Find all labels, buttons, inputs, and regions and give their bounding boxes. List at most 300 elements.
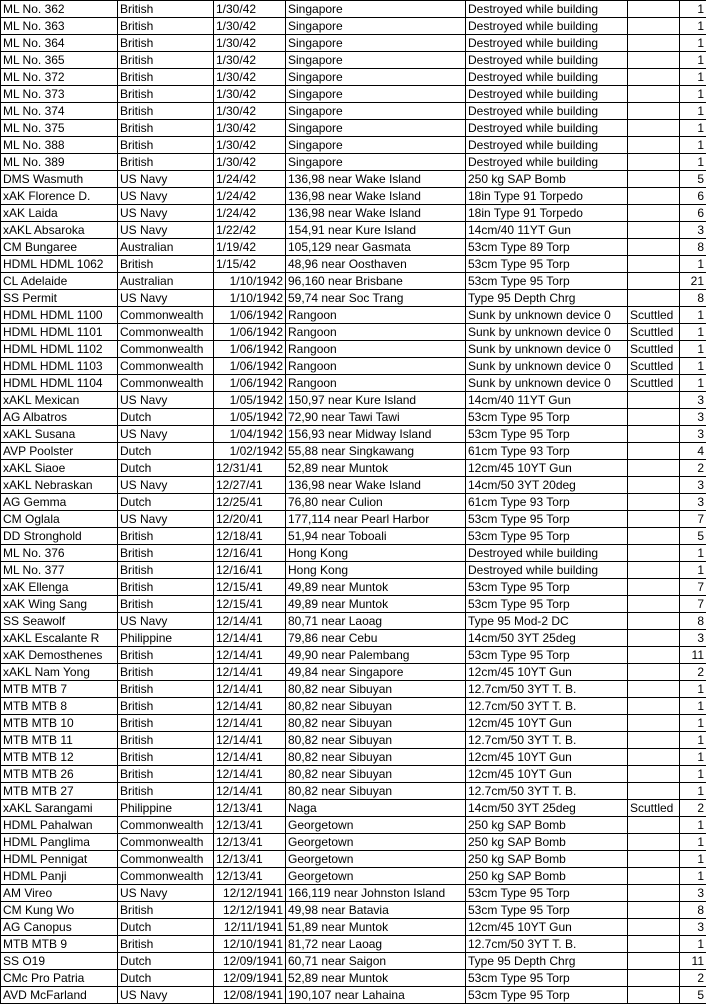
count-cell: 3 bbox=[680, 392, 706, 409]
count-cell: 1 bbox=[680, 936, 706, 953]
date-cell: 12/12/1941 bbox=[214, 902, 286, 919]
date-cell: 1/24/42 bbox=[214, 171, 286, 188]
date-cell: 1/06/1942 bbox=[214, 341, 286, 358]
count-cell: 3 bbox=[680, 494, 706, 511]
cause-cell: 18in Type 91 Torpedo bbox=[466, 188, 628, 205]
location-cell: Georgetown bbox=[286, 817, 466, 834]
cause-cell: Sunk by unknown device 0 bbox=[466, 358, 628, 375]
note-cell bbox=[628, 596, 680, 613]
nation-cell: Commonwealth bbox=[118, 817, 214, 834]
location-cell: 49,84 near Singapore bbox=[286, 664, 466, 681]
cause-cell: 53cm Type 95 Torp bbox=[466, 256, 628, 273]
location-cell: 80,82 near Sibuyan bbox=[286, 715, 466, 732]
ship-name-cell: ML No. 372 bbox=[1, 69, 118, 86]
nation-cell: US Navy bbox=[118, 205, 214, 222]
ship-name-cell: HDML Panglima bbox=[1, 834, 118, 851]
ship-name-cell: ML No. 362 bbox=[1, 1, 118, 18]
date-cell: 12/12/1941 bbox=[214, 885, 286, 902]
table-row bbox=[1, 902, 706, 919]
cause-cell: 12cm/45 10YT Gun bbox=[466, 715, 628, 732]
location-cell: 80,82 near Sibuyan bbox=[286, 749, 466, 766]
location-cell: 72,90 near Tawi Tawi bbox=[286, 409, 466, 426]
count-cell: 21 bbox=[680, 273, 706, 290]
table-row bbox=[1, 732, 706, 749]
note-cell bbox=[628, 613, 680, 630]
location-cell: Singapore bbox=[286, 86, 466, 103]
table-row bbox=[1, 358, 706, 375]
date-cell: 12/13/41 bbox=[214, 817, 286, 834]
note-cell bbox=[628, 579, 680, 596]
date-cell: 1/06/1942 bbox=[214, 375, 286, 392]
count-cell: 1 bbox=[680, 69, 706, 86]
location-cell: 136,98 near Wake Island bbox=[286, 188, 466, 205]
nation-cell: US Navy bbox=[118, 392, 214, 409]
table-row bbox=[1, 341, 706, 358]
table-row bbox=[1, 188, 706, 205]
nation-cell: British bbox=[118, 936, 214, 953]
cause-cell: 53cm Type 95 Torp bbox=[466, 987, 628, 1004]
note-cell bbox=[628, 477, 680, 494]
ship-name-cell: CM Bungaree bbox=[1, 239, 118, 256]
location-cell: 48,96 near Oosthaven bbox=[286, 256, 466, 273]
nation-cell: British bbox=[118, 86, 214, 103]
location-cell: 156,93 near Midway Island bbox=[286, 426, 466, 443]
nation-cell: US Navy bbox=[118, 987, 214, 1004]
ship-name-cell: AVP Poolster bbox=[1, 443, 118, 460]
date-cell: 1/22/42 bbox=[214, 222, 286, 239]
note-cell bbox=[628, 970, 680, 987]
table-row bbox=[1, 562, 706, 579]
note-cell bbox=[628, 681, 680, 698]
location-cell: 49,89 near Muntok bbox=[286, 596, 466, 613]
table-row bbox=[1, 205, 706, 222]
location-cell: Georgetown bbox=[286, 834, 466, 851]
nation-cell: British bbox=[118, 749, 214, 766]
ship-name-cell: SS Seawolf bbox=[1, 613, 118, 630]
cause-cell: 12.7cm/50 3YT T. B. bbox=[466, 698, 628, 715]
count-cell: 4 bbox=[680, 443, 706, 460]
note-cell bbox=[628, 715, 680, 732]
location-cell: Singapore bbox=[286, 69, 466, 86]
location-cell: 177,114 near Pearl Harbor bbox=[286, 511, 466, 528]
date-cell: 1/30/42 bbox=[214, 103, 286, 120]
note-cell bbox=[628, 511, 680, 528]
date-cell: 12/16/41 bbox=[214, 545, 286, 562]
table-row bbox=[1, 647, 706, 664]
ship-name-cell: xAKL Siaoe bbox=[1, 460, 118, 477]
note-cell bbox=[628, 698, 680, 715]
cause-cell: 53cm Type 95 Torp bbox=[466, 273, 628, 290]
nation-cell: British bbox=[118, 528, 214, 545]
location-cell: 154,91 near Kure Island bbox=[286, 222, 466, 239]
nation-cell: Dutch bbox=[118, 953, 214, 970]
count-cell: 1 bbox=[680, 732, 706, 749]
cause-cell: 53cm Type 95 Torp bbox=[466, 970, 628, 987]
table-row bbox=[1, 664, 706, 681]
ship-name-cell: ML No. 389 bbox=[1, 154, 118, 171]
ship-name-cell: HDML HDML 1102 bbox=[1, 341, 118, 358]
date-cell: 1/24/42 bbox=[214, 188, 286, 205]
location-cell: Rangoon bbox=[286, 375, 466, 392]
cause-cell: Destroyed while building bbox=[466, 137, 628, 154]
ship-name-cell: ML No. 374 bbox=[1, 103, 118, 120]
cause-cell: 14cm/40 11YT Gun bbox=[466, 222, 628, 239]
note-cell bbox=[628, 817, 680, 834]
table-row bbox=[1, 800, 706, 817]
date-cell: 1/30/42 bbox=[214, 18, 286, 35]
note-cell bbox=[628, 35, 680, 52]
nation-cell: Commonwealth bbox=[118, 358, 214, 375]
cause-cell: Destroyed while building bbox=[466, 120, 628, 137]
date-cell: 12/14/41 bbox=[214, 664, 286, 681]
cause-cell: Sunk by unknown device 0 bbox=[466, 307, 628, 324]
nation-cell: Dutch bbox=[118, 409, 214, 426]
note-cell bbox=[628, 987, 680, 1004]
nation-cell: Commonwealth bbox=[118, 851, 214, 868]
ship-name-cell: xAK Laida bbox=[1, 205, 118, 222]
location-cell: 51,89 near Muntok bbox=[286, 919, 466, 936]
nation-cell: British bbox=[118, 18, 214, 35]
cause-cell: 14cm/50 3YT 25deg bbox=[466, 630, 628, 647]
location-cell: 80,82 near Sibuyan bbox=[286, 766, 466, 783]
location-cell: 79,86 near Cebu bbox=[286, 630, 466, 647]
date-cell: 12/13/41 bbox=[214, 800, 286, 817]
table-row bbox=[1, 69, 706, 86]
ship-name-cell: MTB MTB 12 bbox=[1, 749, 118, 766]
cause-cell: 12.7cm/50 3YT T. B. bbox=[466, 681, 628, 698]
location-cell: Singapore bbox=[286, 1, 466, 18]
cause-cell: 12cm/45 10YT Gun bbox=[466, 766, 628, 783]
note-cell bbox=[628, 1, 680, 18]
cause-cell: Destroyed while building bbox=[466, 545, 628, 562]
location-cell: 80,82 near Sibuyan bbox=[286, 681, 466, 698]
note-cell bbox=[628, 103, 680, 120]
note-cell bbox=[628, 783, 680, 800]
note-cell bbox=[628, 647, 680, 664]
date-cell: 1/30/42 bbox=[214, 52, 286, 69]
count-cell: 1 bbox=[680, 749, 706, 766]
location-cell: 136,98 near Wake Island bbox=[286, 171, 466, 188]
location-cell: Georgetown bbox=[286, 851, 466, 868]
date-cell: 12/11/1941 bbox=[214, 919, 286, 936]
table-row bbox=[1, 18, 706, 35]
date-cell: 12/15/41 bbox=[214, 596, 286, 613]
note-cell bbox=[628, 171, 680, 188]
nation-cell: US Navy bbox=[118, 188, 214, 205]
ship-name-cell: xAK Wing Sang bbox=[1, 596, 118, 613]
date-cell: 1/05/1942 bbox=[214, 409, 286, 426]
nation-cell: Dutch bbox=[118, 919, 214, 936]
cause-cell: 12.7cm/50 3YT T. B. bbox=[466, 732, 628, 749]
table-row bbox=[1, 970, 706, 987]
table-row bbox=[1, 545, 706, 562]
ship-name-cell: xAK Florence D. bbox=[1, 188, 118, 205]
ship-name-cell: ML No. 375 bbox=[1, 120, 118, 137]
cause-cell: 61cm Type 93 Torp bbox=[466, 494, 628, 511]
nation-cell: British bbox=[118, 154, 214, 171]
table-row bbox=[1, 528, 706, 545]
table-row bbox=[1, 749, 706, 766]
count-cell: 3 bbox=[680, 222, 706, 239]
nation-cell: British bbox=[118, 1, 214, 18]
date-cell: 1/30/42 bbox=[214, 86, 286, 103]
note-cell bbox=[628, 664, 680, 681]
cause-cell: 12.7cm/50 3YT T. B. bbox=[466, 783, 628, 800]
count-cell: 7 bbox=[680, 579, 706, 596]
location-cell: Singapore bbox=[286, 120, 466, 137]
count-cell: 1 bbox=[680, 137, 706, 154]
nation-cell: British bbox=[118, 596, 214, 613]
table-row bbox=[1, 851, 706, 868]
date-cell: 1/02/1942 bbox=[214, 443, 286, 460]
date-cell: 12/09/1941 bbox=[214, 970, 286, 987]
location-cell: 52,89 near Muntok bbox=[286, 460, 466, 477]
cause-cell: 53cm Type 95 Torp bbox=[466, 528, 628, 545]
table-row bbox=[1, 919, 706, 936]
location-cell: Hong Kong bbox=[286, 562, 466, 579]
cause-cell: 53cm Type 89 Torp bbox=[466, 239, 628, 256]
note-cell bbox=[628, 137, 680, 154]
nation-cell: Philippine bbox=[118, 800, 214, 817]
count-cell: 5 bbox=[680, 528, 706, 545]
table-row bbox=[1, 511, 706, 528]
count-cell: 2 bbox=[680, 664, 706, 681]
count-cell: 1 bbox=[680, 868, 706, 885]
nation-cell: US Navy bbox=[118, 290, 214, 307]
nation-cell: British bbox=[118, 732, 214, 749]
cause-cell: Destroyed while building bbox=[466, 86, 628, 103]
cause-cell: 12cm/45 10YT Gun bbox=[466, 749, 628, 766]
count-cell: 3 bbox=[680, 630, 706, 647]
date-cell: 12/08/1941 bbox=[214, 987, 286, 1004]
cause-cell: 53cm Type 95 Torp bbox=[466, 426, 628, 443]
cause-cell: 53cm Type 95 Torp bbox=[466, 409, 628, 426]
ship-name-cell: HDML Panji bbox=[1, 868, 118, 885]
note-cell bbox=[628, 545, 680, 562]
count-cell: 1 bbox=[680, 307, 706, 324]
cause-cell: 53cm Type 95 Torp bbox=[466, 647, 628, 664]
cause-cell: Sunk by unknown device 0 bbox=[466, 375, 628, 392]
ship-name-cell: MTB MTB 7 bbox=[1, 681, 118, 698]
table-row bbox=[1, 953, 706, 970]
count-cell: 6 bbox=[680, 188, 706, 205]
location-cell: Singapore bbox=[286, 18, 466, 35]
ship-name-cell: AM Vireo bbox=[1, 885, 118, 902]
count-cell: 8 bbox=[680, 902, 706, 919]
ship-name-cell: SS O19 bbox=[1, 953, 118, 970]
count-cell: 1 bbox=[680, 86, 706, 103]
location-cell: 59,74 near Soc Trang bbox=[286, 290, 466, 307]
nation-cell: US Navy bbox=[118, 222, 214, 239]
date-cell: 1/30/42 bbox=[214, 154, 286, 171]
ship-name-cell: HDML HDML 1101 bbox=[1, 324, 118, 341]
count-cell: 5 bbox=[680, 987, 706, 1004]
ship-name-cell: AG Albatros bbox=[1, 409, 118, 426]
note-cell bbox=[628, 868, 680, 885]
ship-name-cell: xAKL Mexican bbox=[1, 392, 118, 409]
date-cell: 12/25/41 bbox=[214, 494, 286, 511]
table-row bbox=[1, 239, 706, 256]
ship-name-cell: xAKL Nam Yong bbox=[1, 664, 118, 681]
count-cell: 1 bbox=[680, 715, 706, 732]
table-row bbox=[1, 154, 706, 171]
table-row bbox=[1, 35, 706, 52]
cause-cell: 61cm Type 93 Torp bbox=[466, 443, 628, 460]
nation-cell: British bbox=[118, 545, 214, 562]
date-cell: 1/06/1942 bbox=[214, 324, 286, 341]
note-cell bbox=[628, 86, 680, 103]
nation-cell: US Navy bbox=[118, 885, 214, 902]
ship-name-cell: ML No. 364 bbox=[1, 35, 118, 52]
date-cell: 1/30/42 bbox=[214, 1, 286, 18]
note-cell bbox=[628, 120, 680, 137]
ship-name-cell: xAKL Nebraskan bbox=[1, 477, 118, 494]
date-cell: 12/09/1941 bbox=[214, 953, 286, 970]
ship-name-cell: ML No. 373 bbox=[1, 86, 118, 103]
ship-name-cell: MTB MTB 27 bbox=[1, 783, 118, 800]
table-row bbox=[1, 579, 706, 596]
table-row bbox=[1, 392, 706, 409]
cause-cell: 18in Type 91 Torpedo bbox=[466, 205, 628, 222]
table-row bbox=[1, 460, 706, 477]
location-cell: 80,82 near Sibuyan bbox=[286, 732, 466, 749]
count-cell: 1 bbox=[680, 817, 706, 834]
count-cell: 1 bbox=[680, 35, 706, 52]
count-cell: 3 bbox=[680, 919, 706, 936]
date-cell: 1/30/42 bbox=[214, 137, 286, 154]
location-cell: 49,98 near Batavia bbox=[286, 902, 466, 919]
ship-name-cell: xAKL Escalante R bbox=[1, 630, 118, 647]
count-cell: 8 bbox=[680, 613, 706, 630]
date-cell: 12/13/41 bbox=[214, 834, 286, 851]
count-cell: 2 bbox=[680, 800, 706, 817]
location-cell: 96,160 near Brisbane bbox=[286, 273, 466, 290]
cause-cell: 14cm/40 11YT Gun bbox=[466, 392, 628, 409]
location-cell: 81,72 near Laoag bbox=[286, 936, 466, 953]
note-cell bbox=[628, 953, 680, 970]
nation-cell: British bbox=[118, 69, 214, 86]
ship-name-cell: CM Oglala bbox=[1, 511, 118, 528]
table-row bbox=[1, 52, 706, 69]
note-cell bbox=[628, 52, 680, 69]
count-cell: 2 bbox=[680, 970, 706, 987]
nation-cell: British bbox=[118, 647, 214, 664]
note-cell bbox=[628, 936, 680, 953]
nation-cell: Australian bbox=[118, 239, 214, 256]
count-cell: 1 bbox=[680, 698, 706, 715]
note-cell: Scuttled bbox=[628, 341, 680, 358]
cause-cell: Type 95 Mod-2 DC bbox=[466, 613, 628, 630]
location-cell: 49,90 near Palembang bbox=[286, 647, 466, 664]
note-cell bbox=[628, 851, 680, 868]
count-cell: 1 bbox=[680, 681, 706, 698]
ship-name-cell: ML No. 377 bbox=[1, 562, 118, 579]
note-cell: Scuttled bbox=[628, 375, 680, 392]
table-row bbox=[1, 987, 706, 1004]
cause-cell: Destroyed while building bbox=[466, 154, 628, 171]
date-cell: 12/14/41 bbox=[214, 715, 286, 732]
cause-cell: 12cm/45 10YT Gun bbox=[466, 664, 628, 681]
table-row bbox=[1, 256, 706, 273]
date-cell: 12/27/41 bbox=[214, 477, 286, 494]
count-cell: 3 bbox=[680, 426, 706, 443]
note-cell bbox=[628, 426, 680, 443]
count-cell: 11 bbox=[680, 647, 706, 664]
location-cell: Naga bbox=[286, 800, 466, 817]
nation-cell: British bbox=[118, 137, 214, 154]
count-cell: 1 bbox=[680, 783, 706, 800]
note-cell bbox=[628, 256, 680, 273]
table-row bbox=[1, 307, 706, 324]
table-row bbox=[1, 426, 706, 443]
date-cell: 1/04/1942 bbox=[214, 426, 286, 443]
cause-cell: 53cm Type 95 Torp bbox=[466, 579, 628, 596]
date-cell: 1/10/1942 bbox=[214, 290, 286, 307]
table-row bbox=[1, 494, 706, 511]
table-body bbox=[1, 1, 706, 1004]
count-cell: 8 bbox=[680, 290, 706, 307]
date-cell: 12/16/41 bbox=[214, 562, 286, 579]
table-row bbox=[1, 868, 706, 885]
nation-cell: Dutch bbox=[118, 970, 214, 987]
table-row bbox=[1, 324, 706, 341]
table-row bbox=[1, 443, 706, 460]
cause-cell: 250 kg SAP Bomb bbox=[466, 868, 628, 885]
table-row bbox=[1, 681, 706, 698]
table-row bbox=[1, 596, 706, 613]
table-row bbox=[1, 375, 706, 392]
cause-cell: 53cm Type 95 Torp bbox=[466, 596, 628, 613]
note-cell bbox=[628, 885, 680, 902]
note-cell: Scuttled bbox=[628, 800, 680, 817]
count-cell: 1 bbox=[680, 562, 706, 579]
count-cell: 3 bbox=[680, 477, 706, 494]
location-cell: 51,94 near Toboali bbox=[286, 528, 466, 545]
cause-cell: 250 kg SAP Bomb bbox=[466, 834, 628, 851]
location-cell: Rangoon bbox=[286, 341, 466, 358]
note-cell: Scuttled bbox=[628, 307, 680, 324]
note-cell bbox=[628, 766, 680, 783]
cause-cell: Sunk by unknown device 0 bbox=[466, 341, 628, 358]
location-cell: 136,98 near Wake Island bbox=[286, 205, 466, 222]
location-cell: Hong Kong bbox=[286, 545, 466, 562]
location-cell: Rangoon bbox=[286, 358, 466, 375]
location-cell: 60,71 near Saigon bbox=[286, 953, 466, 970]
nation-cell: Commonwealth bbox=[118, 834, 214, 851]
note-cell bbox=[628, 902, 680, 919]
location-cell: 136,98 near Wake Island bbox=[286, 477, 466, 494]
nation-cell: Commonwealth bbox=[118, 868, 214, 885]
ship-name-cell: AG Canopus bbox=[1, 919, 118, 936]
nation-cell: US Navy bbox=[118, 171, 214, 188]
date-cell: 12/31/41 bbox=[214, 460, 286, 477]
table-row bbox=[1, 817, 706, 834]
nation-cell: Philippine bbox=[118, 630, 214, 647]
nation-cell: Commonwealth bbox=[118, 307, 214, 324]
ship-name-cell: CL Adelaide bbox=[1, 273, 118, 290]
count-cell: 1 bbox=[680, 1, 706, 18]
nation-cell: British bbox=[118, 902, 214, 919]
location-cell: 76,80 near Culion bbox=[286, 494, 466, 511]
count-cell: 2 bbox=[680, 460, 706, 477]
cause-cell: 14cm/50 3YT 20deg bbox=[466, 477, 628, 494]
nation-cell: British bbox=[118, 664, 214, 681]
nation-cell: US Navy bbox=[118, 426, 214, 443]
count-cell: 1 bbox=[680, 103, 706, 120]
location-cell: 55,88 near Singkawang bbox=[286, 443, 466, 460]
nation-cell: British bbox=[118, 579, 214, 596]
ship-name-cell: AG Gemma bbox=[1, 494, 118, 511]
